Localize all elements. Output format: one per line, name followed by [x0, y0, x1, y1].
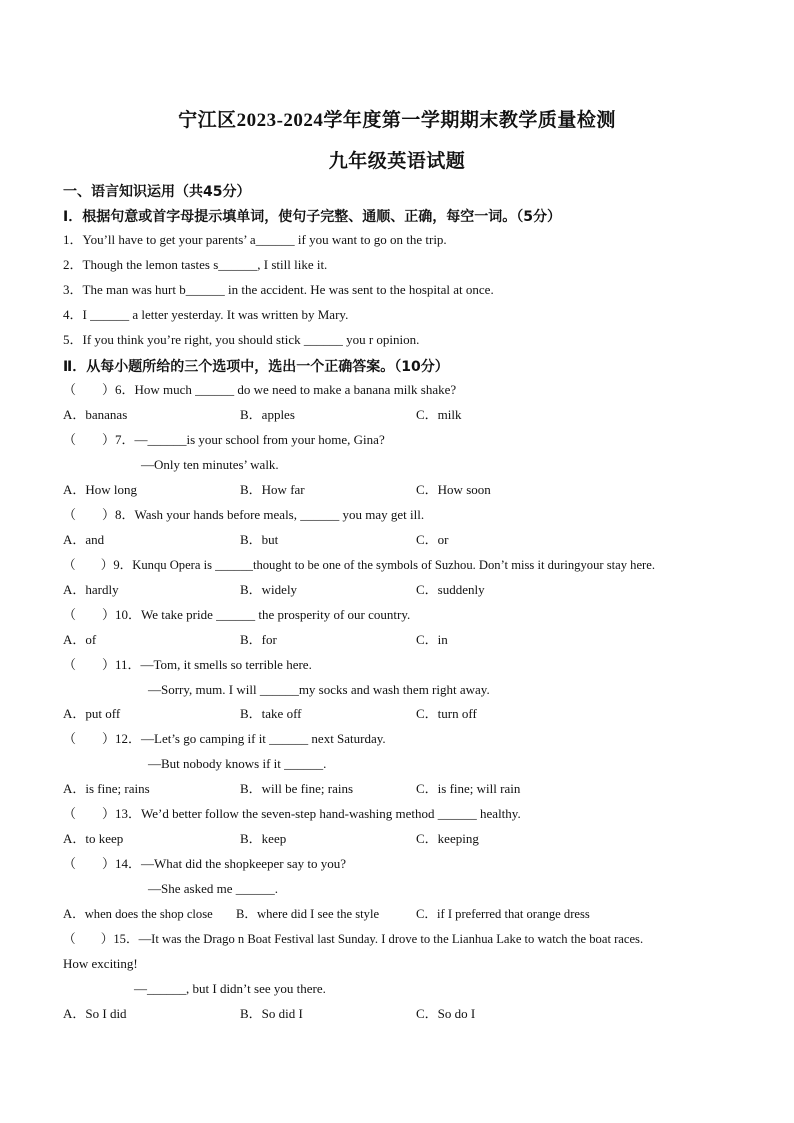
question-reply: —Only ten minutes’ walk. — [141, 457, 279, 472]
question-stem: （ ）11．—Tom, it smells so terrible here. — [63, 657, 312, 672]
question-stem: （ ）10．We take pride ______ the prosperity of our country. — [63, 607, 411, 622]
option-c: C．turn off — [416, 706, 477, 721]
question-stem: （ ）7．—______is your school from your home, Gina? — [63, 432, 385, 447]
question-stem: （ ）13．We’d better follow the seven-step hand-washing method ______ healthy. — [63, 806, 521, 821]
question-reply: —But nobody knows if it ______. — [148, 756, 327, 771]
option-b: B．where did I see the style — [236, 907, 380, 921]
option-a: A．put off — [63, 706, 121, 721]
question-stem: （ ）9．Kunqu Opera is ______thought to be one of the symbols of Suzhou. Don’t miss it duringyour stay here. — [63, 558, 655, 572]
option-a: A．So I did — [63, 1006, 127, 1021]
option-b: B．take off — [240, 706, 302, 721]
question-stem: （ ）14．—What did the shopkeeper say to you? — [63, 856, 347, 871]
option-a: A．bananas — [63, 407, 128, 422]
option-a: A．to keep — [63, 831, 124, 846]
option-b: B．but — [240, 532, 279, 547]
option-a: A．hardly — [63, 582, 119, 597]
option-c: C．How soon — [416, 482, 491, 497]
option-b: B．So did I — [240, 1006, 303, 1021]
option-c: C．keeping — [416, 831, 479, 846]
section-ii-heading: Ⅱ．从每小题所给的三个选项中，选出一个正确答案。（10分） — [63, 359, 449, 375]
part-heading: 一、语言知识运用（共45分） — [63, 184, 251, 200]
question-stem: （ ）8．Wash your hands before meals, ______ you may get ill. — [63, 507, 425, 522]
option-a: A．of — [63, 632, 97, 647]
question-reply: —Sorry, mum. I will ______my socks and wash them right away. — [148, 682, 490, 697]
option-c: C．suddenly — [416, 582, 485, 597]
option-b: B．will be fine; rains — [240, 781, 354, 796]
option-b: B．for — [240, 632, 277, 647]
option-b: B．How far — [240, 482, 305, 497]
question-reply: —______, but I didn’t see you there. — [134, 981, 326, 996]
question-stem-continued: How exciting! — [63, 956, 138, 971]
option-b: B．keep — [240, 831, 287, 846]
option-c: C．is fine; will rain — [416, 781, 521, 796]
option-b: B．apples — [240, 407, 295, 422]
page-title: 宁江区2023-2024学年度第一学期期末教学质量检测 — [178, 110, 616, 131]
option-a: A．is fine; rains — [63, 781, 150, 796]
option-a: A．and — [63, 532, 105, 547]
option-c: C．milk — [416, 407, 462, 422]
option-a: A．How long — [63, 482, 138, 497]
page-subtitle: 九年级英语试题 — [328, 151, 466, 172]
option-c: C．So do I — [416, 1006, 476, 1021]
question-reply: —She asked me ______. — [148, 881, 278, 896]
question-stem: （ ）15．—It was the Drago n Boat Festival last Sunday. I drove to the Lianhua Lake to watch the boat races. — [63, 932, 644, 946]
section-i-heading: Ⅰ．根据句意或首字母提示填单词，使句子完整、通顺、正确，每空一词。（5分） — [63, 209, 561, 225]
fill-item: 4．I ______ a letter yesterday. It was written by Mary. — [63, 307, 349, 322]
option-b: B．widely — [240, 582, 298, 597]
question-stem: （ ）12．—Let’s go camping if it ______ next Saturday. — [63, 731, 386, 746]
fill-item: 5．If you think you’re right, you should stick ______ you r opinion. — [63, 332, 420, 347]
fill-item: 2．Though the lemon tastes s______, I still like it. — [63, 257, 328, 272]
question-stem: （ ）6．How much ______ do we need to make a banana milk shake? — [63, 382, 457, 397]
option-c: C．if I preferred that orange dress — [416, 907, 590, 921]
option-c: C．or — [416, 532, 449, 547]
option-c: C．in — [416, 632, 448, 647]
fill-item: 3．The man was hurt b______ in the accident. He was sent to the hospital at once. — [63, 282, 494, 297]
option-a: A．when does the shop close — [63, 907, 213, 921]
fill-item: 1．You’ll have to get your parents’ a______ if you want to go on the trip. — [63, 232, 447, 247]
